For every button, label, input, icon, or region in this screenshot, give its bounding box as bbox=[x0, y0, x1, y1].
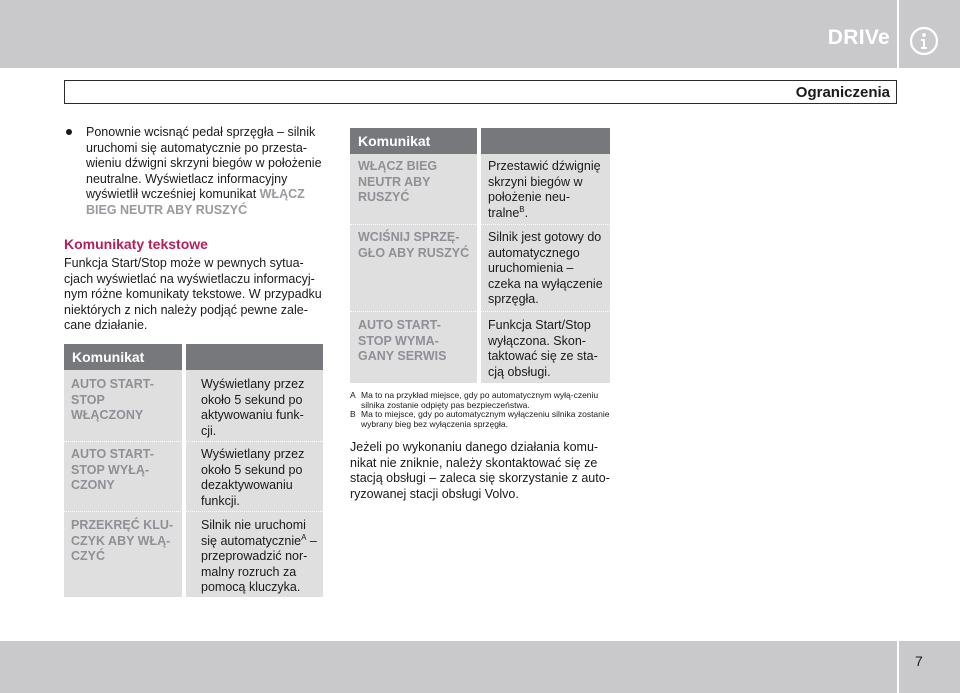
right-table-header-right bbox=[481, 128, 610, 154]
table-row-code: AUTO START-STOP WYMA-GANY SERWIS bbox=[358, 318, 447, 363]
table-row-desc: Silnik jest gotowy do automatycznego uruchomienia – czeka na wyłączenie sprzęgła. bbox=[488, 230, 603, 306]
table-row-code: AUTO START-STOP WYŁĄ-CZONY bbox=[71, 447, 154, 492]
footnote-ref: B bbox=[519, 204, 525, 214]
footer-divider bbox=[897, 641, 899, 693]
bullet-text: Ponownie wcisnąć pedał sprzęgła – silnik uruchomi się automatycznie po przesta-wieniu dźwigni skrzyni biegów w położenie neutralne. Wyświetlacz informacyjny wyświetlił wcześniej komunikat WŁĄCZ BIEG NEUTR ABY RUSZYĆ bbox=[86, 125, 322, 217]
table-row-desc: Wyświetlany przez około 5 sekund po aktywowaniu funk-cji. bbox=[201, 377, 305, 438]
info-icon bbox=[909, 26, 939, 56]
table-row-code: PRZEKRĘĆ KLU-CZYK ABY WŁĄ-CZYĆ bbox=[71, 518, 174, 563]
table-row-code: WCIŚNIJ SPRZĘ-GŁO ABY RUSZYĆ bbox=[358, 230, 470, 260]
left-table-header-label: Komunikat bbox=[72, 349, 145, 365]
table-row-desc: Wyświetlany przez około 5 sekund po dezaktywowaniu funkcji. bbox=[201, 447, 305, 508]
table-row-desc: Funkcja Start/Stop wyłączona. Skon-taktować się ze sta-cją obsługi. bbox=[488, 318, 598, 379]
left-table-header bbox=[64, 344, 182, 370]
row-divider bbox=[350, 224, 610, 225]
right-table-header bbox=[350, 128, 477, 154]
left-table-header-right bbox=[186, 344, 323, 370]
intro-paragraph: Funkcja Start/Stop może w pewnych sytua-cjach wyświetlać na wyświetlaczu informacyj-nym różne komunikaty tekstowe. W przypadku niektórych z nich należy podjąć pewne zale-cane działanie. bbox=[64, 256, 322, 332]
table-row-code: AUTO START-STOP WŁĄCZONY bbox=[71, 377, 154, 422]
row-divider bbox=[350, 311, 610, 312]
table-row-code: WŁĄCZ BIEG NEUTR ABY RUSZYĆ bbox=[358, 159, 438, 204]
right-table-header-label: Komunikat bbox=[358, 133, 431, 149]
footnote-ref: A bbox=[301, 532, 307, 542]
bullet-dot bbox=[66, 129, 72, 135]
table-row-desc: Przestawić dźwignię skrzyni biegów w położenie neu-tralne$^B$. bbox=[488, 159, 601, 220]
header-title: DRIVe bbox=[827, 26, 890, 49]
header-divider bbox=[897, 0, 899, 68]
bullet-code: WŁĄCZ BIEG NEUTR ABY RUSZYĆ bbox=[86, 187, 305, 217]
footnote: A Ma to na przykład miejsce, gdy po automatycznym wyłą-czeniu silnika zostanie odpięty pas bezpieczeństwa. bbox=[350, 390, 599, 410]
page-number: 7 bbox=[915, 653, 923, 669]
section-title-box bbox=[64, 80, 897, 104]
footnote: B Ma to miejsce, gdy po automatycznym wyłączeniu silnika zostanie wybrany bieg bez wyłączenia sprzęgła. bbox=[350, 409, 610, 429]
table-row-desc: Silnik nie uruchomi się automatycznie$^A$ – przeprowadzić nor-malny rozruch za pomocą kluczyka. bbox=[201, 518, 317, 594]
row-divider bbox=[64, 511, 323, 512]
section-title: Ograniczenia bbox=[795, 84, 890, 101]
heading-text-messages: Komunikaty tekstowe bbox=[64, 236, 208, 252]
row-divider bbox=[64, 441, 323, 442]
closing-paragraph: Jeżeli po wykonaniu danego działania komu-nikat nie zniknie, należy skontaktować się ze stacją obsługi – zaleca się skorzystanie z auto-ryzowanej stacji obsługi Volvo. bbox=[350, 440, 610, 501]
footer-bar bbox=[0, 641, 960, 693]
